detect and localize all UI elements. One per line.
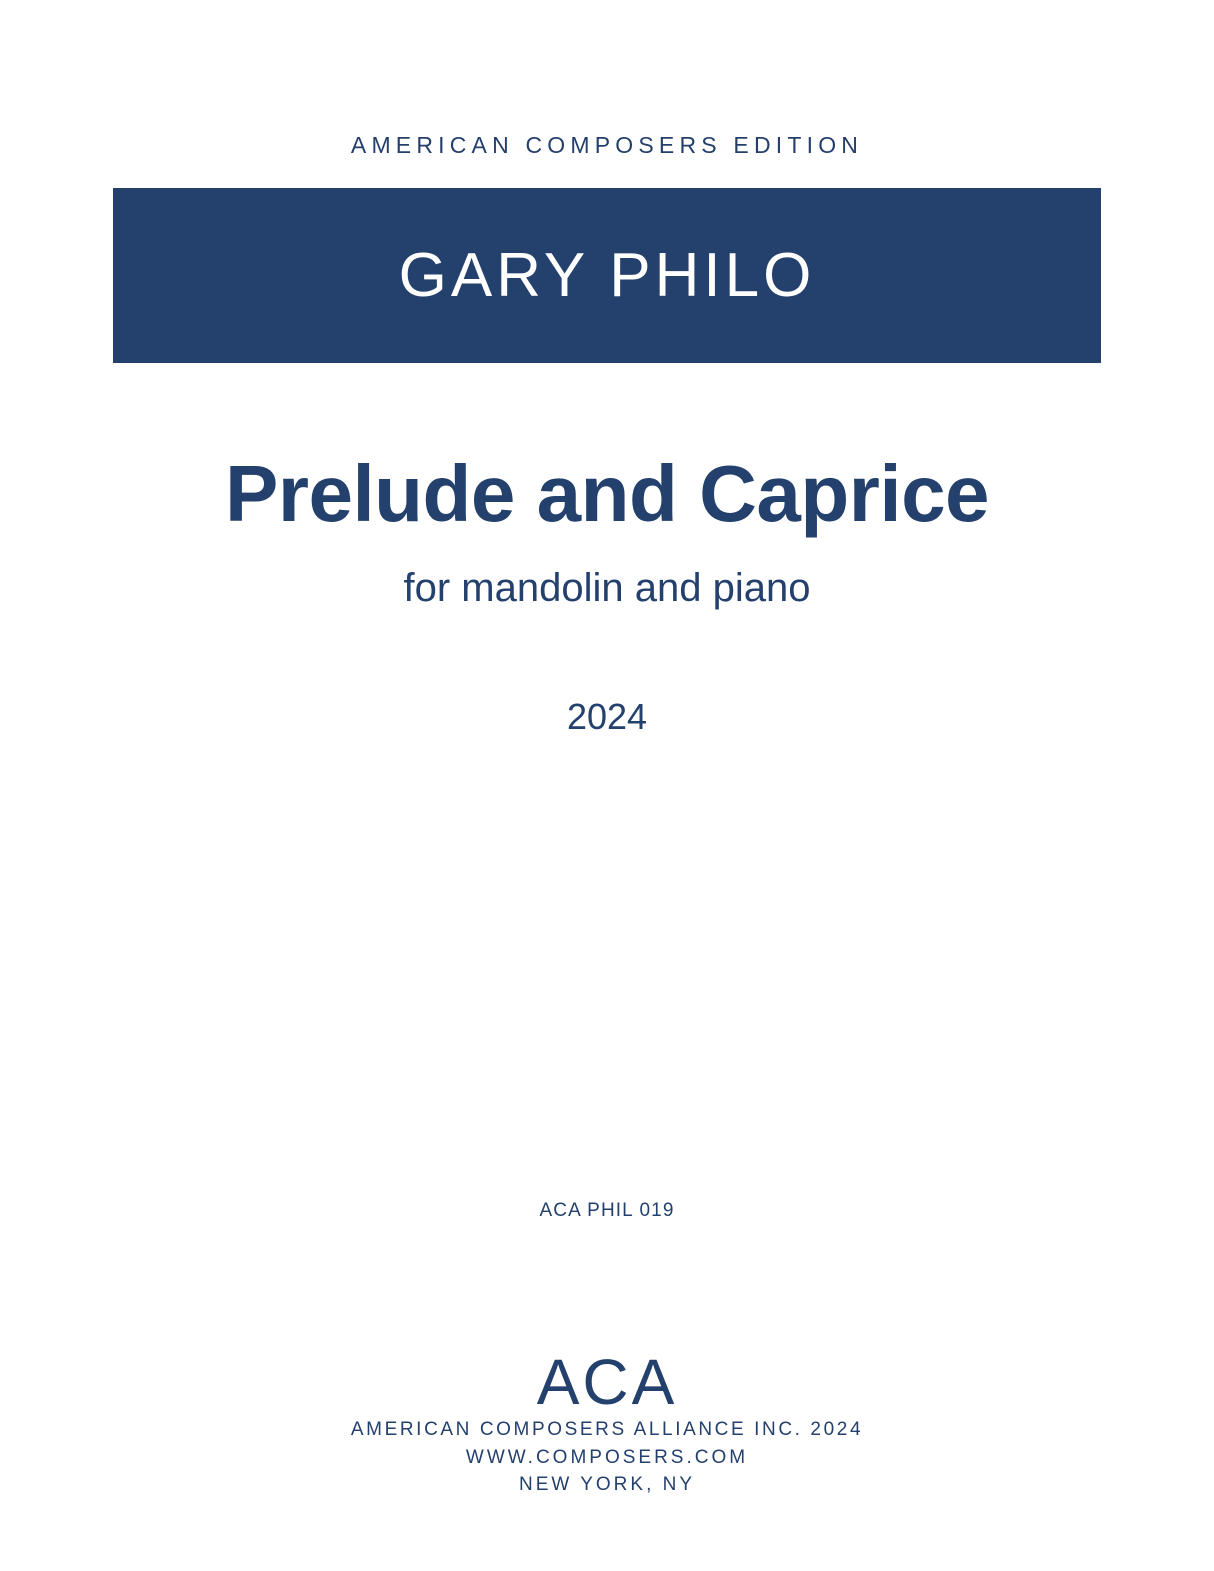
composer-banner: [113, 188, 1101, 363]
aca-logo: ACA: [536, 1346, 678, 1419]
footer-organization: AMERICAN COMPOSERS ALLIANCE INC. 2024: [350, 1419, 864, 1441]
work-year: 2024: [566, 696, 648, 737]
footer-website: WWW.COMPOSERS.COM: [465, 1446, 749, 1468]
footer-location: NEW YORK, NY: [518, 1474, 696, 1496]
work-title: Prelude and Caprice: [224, 449, 990, 538]
composer-name: GARY PHILO: [398, 240, 816, 310]
work-subtitle: for mandolin and piano: [403, 566, 811, 610]
catalog-number: ACA PHIL 019: [539, 1200, 675, 1221]
publisher-edition-line: AMERICAN COMPOSERS EDITION: [350, 132, 864, 158]
page-footer: [0, 1346, 1214, 1499]
